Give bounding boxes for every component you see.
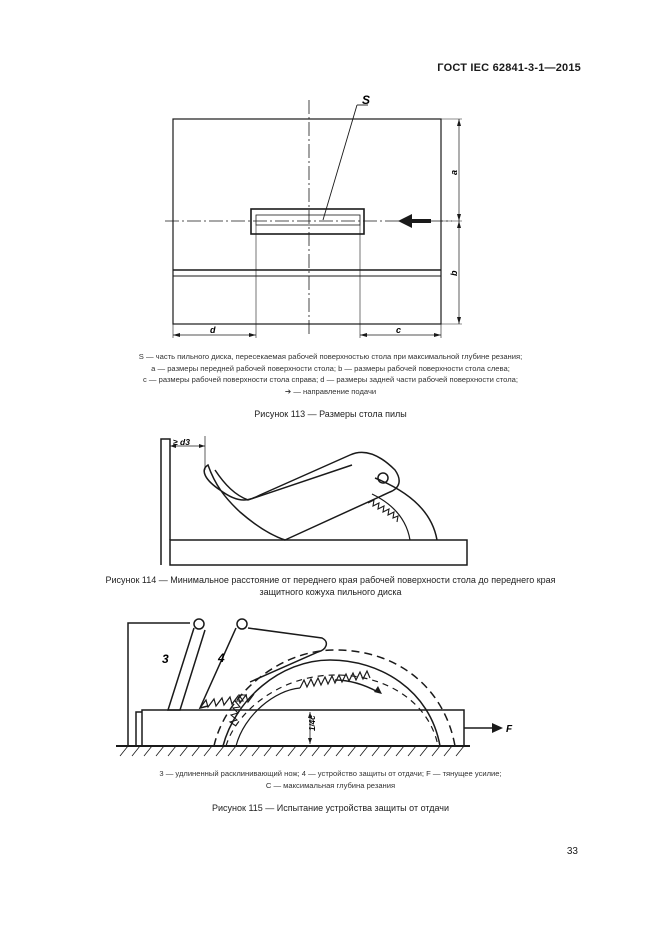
label-dim: ≥ d3 (173, 437, 190, 447)
legend-line: c — размеры рабочей поверхности стола справа; d — размеры задней части рабочей поверхности стола; (142, 375, 519, 384)
arrow-icon: ➔ (284, 386, 292, 396)
label-c: c (396, 325, 402, 335)
label-s: S (362, 93, 371, 107)
legend-line: ➔ — направление подачи (284, 386, 377, 396)
page-number: 33 (566, 846, 578, 857)
figure-113-caption: Рисунок 113 — Размеры стола пилы (254, 409, 407, 419)
legend-line: S — часть пильного диска, пересекаемая рабочей поверхностью стола при максимальной глубине резания; (138, 352, 523, 361)
figure-114-caption: Рисунок 114 — Минимальное расстояние от переднего края рабочей поверхности стола до переднего края защитного кожуха пильного диска (105, 575, 556, 597)
figure-115-legend (0, 768, 661, 791)
label-d: d (210, 325, 216, 335)
label-f: F (506, 724, 513, 735)
document-header: ГОСТ IEC 62841-3-1—2015 (437, 62, 581, 74)
label-b: b (449, 270, 459, 276)
label-quarter-c: 1/4c (308, 715, 317, 731)
legend-line: a — размеры передней рабочей поверхности стола; b — размеры рабочей поверхности стола слева; (151, 363, 510, 373)
figure-115-caption: Рисунок 115 — Испытание устройства защиты от отдачи (212, 803, 449, 813)
legend-line: 3 — удлиненный расклинивающий нож; 4 — устройство защиты от отдачи; F — тянущее усилие; (159, 769, 502, 778)
label-a: a (449, 169, 459, 175)
legend-line: C — максимальная глубина резания (265, 780, 396, 790)
label-4: 4 (218, 651, 225, 665)
label-3: 3 (162, 652, 169, 666)
